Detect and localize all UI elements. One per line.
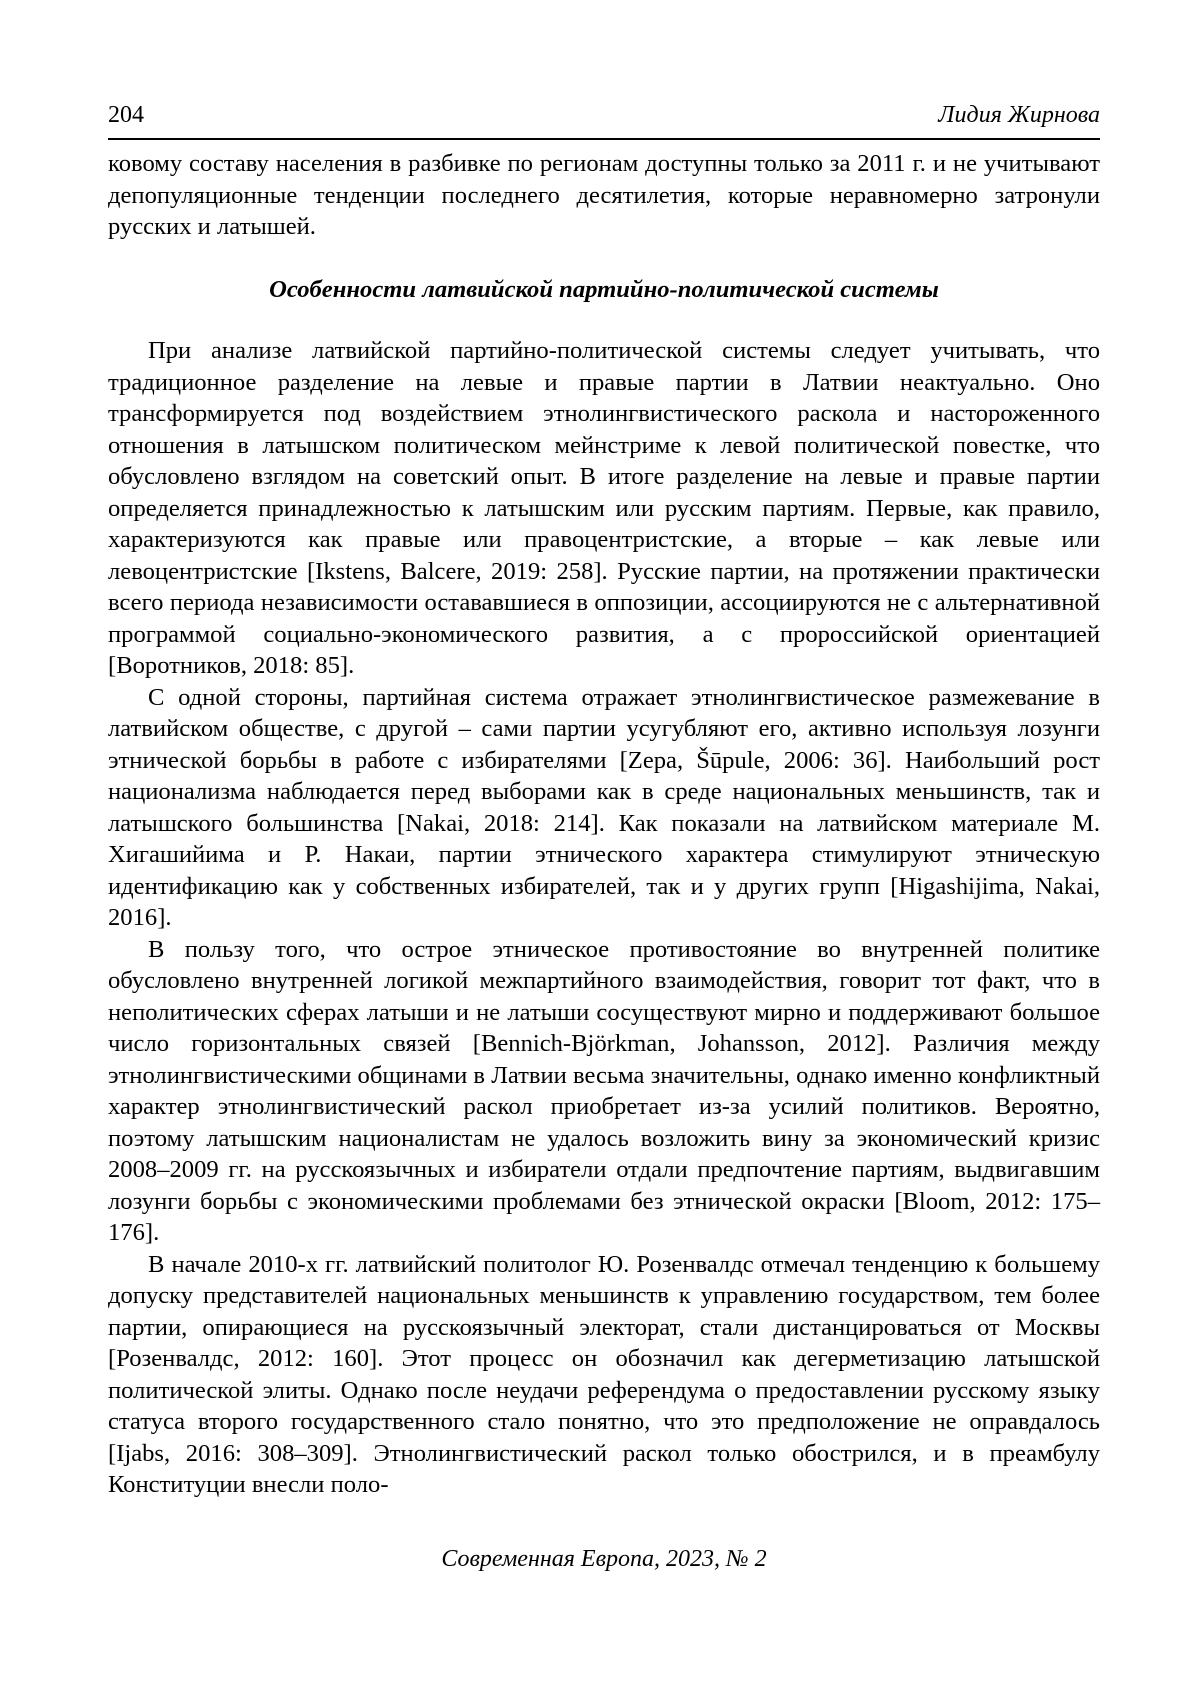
page: [108, 100, 1100, 1501]
page-number: 204: [108, 102, 144, 128]
paragraph: В пользу того, что острое этническое противостояние во внутренней политике обусловлено внутренней логикой межпартийного взаимодействия, говорит тот факт, что в неполитических сферах латыши и не латыши сосуществуют мирно и поддерживают большое число горизонтальных связей [Bennich-Björkman, Johansson, 2012]. Различия между этнолингвистическими общинами в Латвии весьма значительны, однако именно конфликтный характер этнолингвистический раскол приобретает из-за усилий политиков. Вероятно, поэтому латышским националистам не удалось возложить вину за экономический кризис 2008–2009 гг. на русскоязычных и избиратели отдали предпочтение партиям, выдвигавшим лозунги борьбы с экономическими проблемами без этнической окраски [Bloom, 2012: 175–176].: [108, 935, 1100, 1246]
paragraph-continued: ковому составу населения в разбивке по регионам доступны только за 2011 г. и не учитывают депопуляционные тенденции последнего десятилетия, которые неравномерно затронули русских и латышей.: [108, 150, 1100, 240]
article-body: [108, 148, 1100, 1501]
running-footer: Современная Европа, 2023, № 2: [441, 1546, 767, 1572]
running-header: [108, 100, 1100, 140]
paragraph: В начале 2010-х гг. латвийский политолог Ю. Розенвалдс отмечал тенденцию к большему допуску представителей национальных меньшинств к управлению государством, тем более партии, опирающиеся на русскоязычный электорат, стали дистанцироваться от Москвы [Розенвалдс, 2012: 160]. Этот процесс он обозначил как дегерметизацию латышской политической элиты. Однако после неудачи референдума о предоставлении русскому языку статуса второго государственного стало понятно, что это предположение не оправдалось [Ijabs, 2016: 308–309]. Этнолингвистический раскол только обострился, и в преамбулу Конституции внесли поло-: [108, 1250, 1100, 1498]
paragraph: При анализе латвийской партийно-политической системы следует учитывать, что традиционное разделение на левые и правые партии в Латвии неактуально. Оно трансформируется под воздействием этнолингвистического раскола и настороженного отношения в латышском политическом мейнстриме к левой политической повестке, что обусловлено взглядом на советский опыт. В итоге разделение на левые и правые партии определяется принадлежностью к латышским или русским партиям. Первые, как правило, характеризуются как правые или правоцентристские, а вторые – как левые или левоцентристские [Ikstens, Balcere, 2019: 258]. Русские партии, на протяжении практически всего периода независимости остававшиеся в оппозиции, ассоциируются не с альтернативной программой социально-экономического развития, а с пророссийской ориентацией [Воротников, 2018: 85].: [108, 337, 1100, 679]
section-title: Особенности латвийской партийно-политической системы: [269, 275, 939, 303]
running-author: Лидия Жирнова: [938, 102, 1100, 128]
paragraph: С одной стороны, партийная система отражает этнолингвистическое размежевание в латвийском обществе, с другой – сами партии усугубляют его, активно используя лозунги этнической борьбы в работе с избирателями [Zepa, Šūpule, 2006: 36]. Наибольший рост национализма наблюдается перед выборами как в среде национальных меньшинств, так и латышского большинства [Nakai, 2018: 214]. Как показали на латвийском материале М. Хигашийима и Р. Накаи, партии этнического характера стимулируют этническую идентификацию как у собственных избирателей, так и у других групп [Higashijima, Nakai, 2016].: [108, 683, 1100, 931]
